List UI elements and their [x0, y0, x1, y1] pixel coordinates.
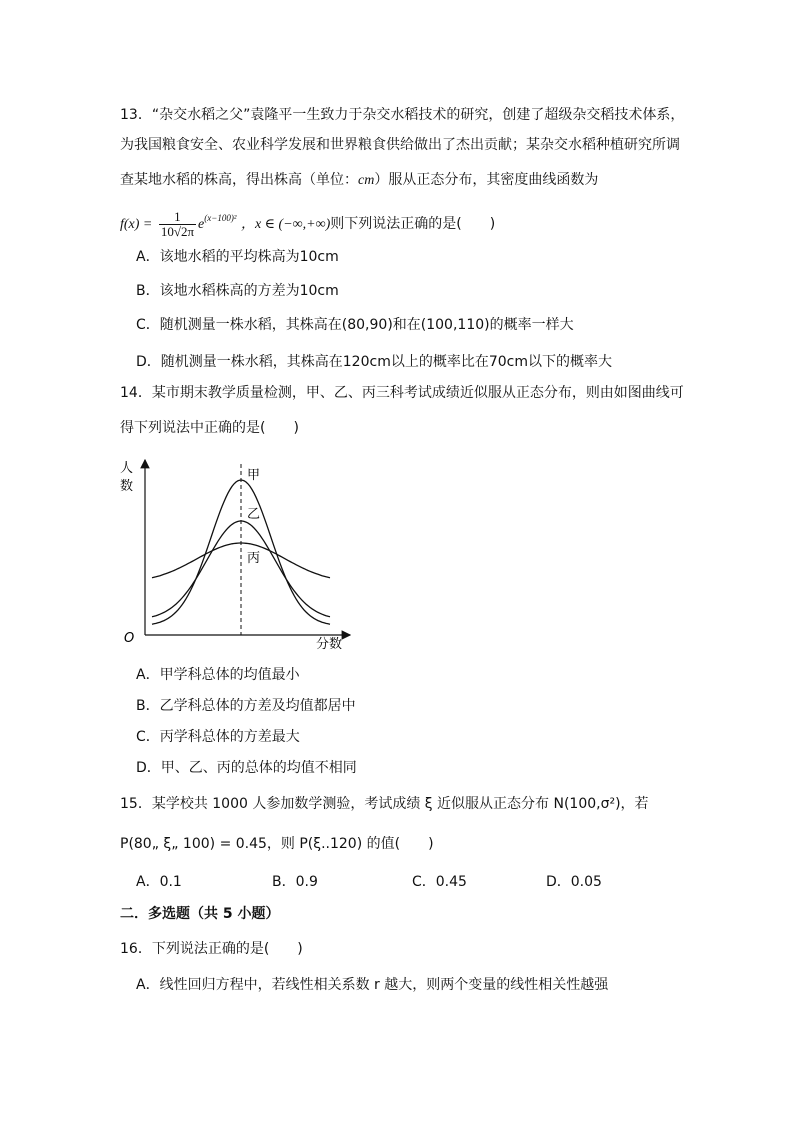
q14-option-b: B．乙学科总体的方差及均值都居中 [136, 698, 356, 714]
q15-option-a: A．0.1 [136, 874, 182, 890]
section-heading: 二．多选题（共 5 小题） [120, 906, 280, 922]
q13-option-c: C．随机测量一株水稻，其株高在(80,90)和在(100,110)的概率一样大 [136, 317, 574, 333]
formula-denominator: 10√2π [160, 223, 195, 239]
q13-option-d: D．随机测量一株水稻，其株高在120cm以上的概率比在70cm以下的概率大 [136, 354, 612, 370]
q13-line1: 13．“杂交水稻之父”袁隆平一生致力于杂交水稻技术的研究，创建了超级杂交稻技术体系， [120, 107, 685, 123]
q14-option-a: A．甲学科总体的均值最小 [136, 667, 300, 683]
q13-line2: 为我国粮食安全、农业科学发展和世界粮食供给做出了杰出贡献；某杂交水稻种植研究所调 [120, 137, 680, 153]
curve-label-3: 丙 [247, 551, 261, 566]
q14-option-c: C．丙学科总体的方差最大 [136, 729, 300, 745]
origin-label: O [124, 631, 135, 646]
formula-tail: 则下列说法正确的是( ) [330, 216, 496, 232]
q15-line2: P(80„ ξ„ 100) = 0.45，则 P(ξ..120) 的值( ) [120, 836, 434, 852]
y-axis-label-1: 人 [120, 461, 134, 476]
q15-option-b: B．0.9 [272, 874, 318, 890]
q15-option-d: D．0.05 [546, 874, 602, 890]
x-axis-label: 分数 [316, 637, 343, 652]
q13-line3 [120, 170, 598, 191]
normal-curves-figure [112, 452, 362, 654]
q15-line1: 15．某学校共 1000 人参加数学测验，考试成绩 ξ 近似服从正态分布 N(100,σ²)，若 [120, 796, 649, 812]
q13-line3-a: 查某地水稻的株高，得出株高（单位： [120, 172, 358, 188]
q14-option-d: D．甲、乙、丙的总体的均值不相同 [136, 760, 357, 776]
q16-option-a: A．线性回归方程中，若线性相关系数 r 越大，则两个变量的线性相关性越强 [136, 977, 609, 993]
y-axis-label-2: 数 [120, 479, 134, 494]
q13-unit: cm [358, 173, 375, 188]
formula-exponent: (x−100)² [204, 213, 237, 223]
curve-label-1: 甲 [247, 468, 261, 483]
formula-domain: ，x ∈ (−∞,+∞) [240, 217, 331, 232]
q13-formula [120, 203, 496, 239]
formula-fraction [159, 210, 196, 239]
q13-option-b: B．该地水稻株高的方差为10cm [136, 283, 339, 299]
formula-lhs: f(x) = [120, 217, 153, 232]
q13-line3-b: ）服从正态分布，其密度曲线函数为 [374, 172, 599, 188]
curve-label-2: 乙 [247, 507, 261, 522]
q13-option-a: A．该地水稻的平均株高为10cm [136, 249, 339, 265]
formula-exp-base: e [198, 217, 205, 232]
formula-numerator: 1 [159, 210, 196, 225]
q15-option-c: C．0.45 [412, 874, 467, 890]
q16-line1: 16．下列说法正确的是( ) [120, 941, 303, 957]
q14-line2: 得下列说法中正确的是( ) [120, 420, 299, 436]
q14-line1: 14．某市期末教学质量检测，甲、乙、丙三科考试成绩近似服从正态分布，则由如图曲线可 [120, 385, 684, 401]
